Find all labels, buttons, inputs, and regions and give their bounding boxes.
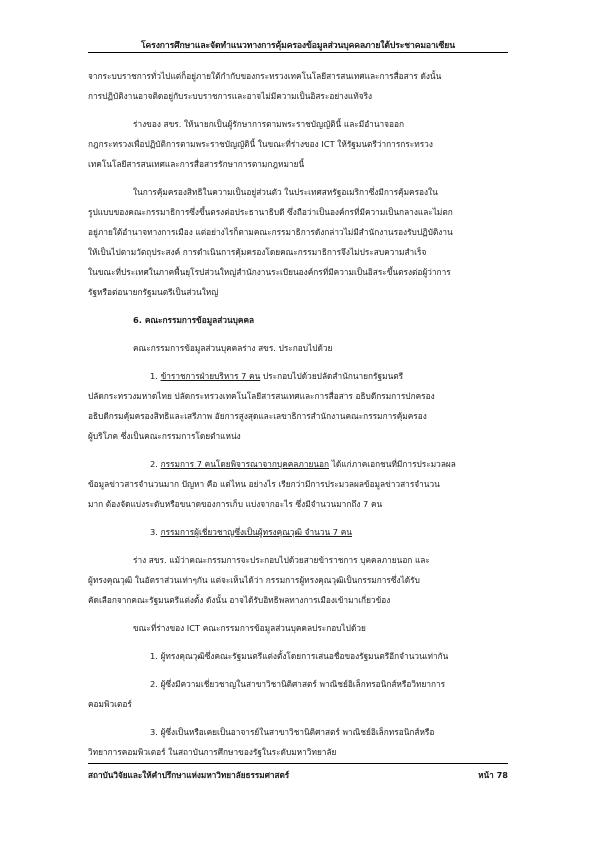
paragraph-6 xyxy=(88,454,508,514)
text-line: คัดเลือกจากคณะรัฐมนตรีแต่งตั้ง ดังนั้น อาจได้รับอิทธิพลทางการเมืองเข้ามาเกี่ยวข้อง xyxy=(88,595,391,605)
text-line: 3. ผู้ซึ่งเป็นหรือเคยเป็นอาจารย์ในสาขาวิชานิติศาสตร์ พาณิชย์อิเล็กทรอนิกส์หรือ xyxy=(150,727,435,737)
paragraph-9 xyxy=(88,618,508,638)
text-line: เทคโนโลยีสารสนเทศและการสื่อสารรักษาการตามกฎหมายนี้ xyxy=(88,159,305,169)
text-line: กฎกระทรวงเพื่อปฏิบัติการตามพระราชบัญญัตินี้ ในขณะที่ร่างของ ICT ให้รัฐมนตรีว่าการกระทรวง xyxy=(88,139,433,149)
text-line xyxy=(88,522,508,542)
section-heading xyxy=(88,310,508,330)
text-line xyxy=(88,366,508,386)
text-line: ผู้ทรงคุณวุฒิ ในอัตราส่วนเท่าๆกัน แต่จะเห็นได้ว่า กรรมการผู้ทรงคุณวุฒิเป็นกรรมการซึ่งได้รับ xyxy=(88,575,420,585)
text-line: รูปแบบของคณะกรรมาธิการซึ่งขึ้นตรงต่อประธานาธิบดี ซึ่งถือว่าเป็นองค์กรที่มีความเป็นกลางและไม่ตก xyxy=(88,207,453,217)
text-line: ปลัดกระทรวงมหาดไทย ปลัดกระทรวงเทคโนโลยีสารสนเทศและการสื่อสาร อธิบดีกรมการปกครอง xyxy=(88,391,435,401)
paragraph-7 xyxy=(88,522,508,542)
paragraph-8 xyxy=(88,550,508,610)
paragraph-3 xyxy=(88,182,508,302)
text-line: วิทยาการคอมพิวเตอร์ ในสถาบันการศึกษาของรัฐในระดับมหาวิทยาลัย xyxy=(88,747,337,757)
paragraph-12 xyxy=(88,722,508,762)
text-run: ประกอบไปด้วยปลัดสำนักนายกรัฐมนตรี xyxy=(260,371,404,381)
underlined-term: ข้าราชการฝ่ายบริหาร 7 คน xyxy=(160,371,261,381)
text-line: ร่าง สขร. แม้ว่าคณะกรรมการจะประกอบไปด้วยสายข้าราชการ บุคคลภายนอก และ xyxy=(133,555,430,565)
heading-text: 6. คณะกรรมการข้อมูลส่วนบุคคล xyxy=(133,315,255,325)
text-line xyxy=(88,454,508,474)
paragraph-2 xyxy=(88,114,508,174)
underlined-term: กรรมการผู้เชี่ยวชาญซึ่งเป็นผู้ทรงคุณวุฒิ จำนวน 7 คน xyxy=(160,527,352,537)
document-body xyxy=(88,66,508,762)
running-header: โครงการศึกษาและจัดทำแนวทางการคุ้มครองข้อมูลส่วนบุคคลภายใต้ประชาคมอาเซียน xyxy=(141,41,455,51)
text-line: อธิบดีกรมคุ้มครองสิทธิและเสรีภาพ อัยการสูงสุดและเลขาธิการสำนักงานคณะกรรมการคุ้มครอง xyxy=(88,411,427,421)
underlined-term: กรรมการ 7 คนโดยพิจารณาจากบุคคลภายนอก xyxy=(160,459,330,469)
text-line: ให้เป็นไปตามวัตถุประสงค์ การดำเนินการคุ้มครองโดยคณะกรรมาธิการจึงไม่ประสบความสำเร็จ xyxy=(88,247,427,257)
paragraph-11 xyxy=(88,674,508,714)
header-rule xyxy=(88,52,508,53)
paragraph-5 xyxy=(88,366,508,446)
text-line: 1. ผู้ทรงคุณวุฒิซึ่งคณะรัฐมนตรีแต่งตั้งโดยการเสนอชื่อของรัฐมนตรีอีกจำนวนเท่ากัน xyxy=(150,651,449,661)
footer-rule xyxy=(88,763,508,764)
text-line: ในการคุ้มครองสิทธิในความเป็นอยู่ส่วนตัว ในประเทศสหรัฐอเมริกาซึ่งมีการคุ้มครองใน xyxy=(133,187,438,197)
text-line: 2. ผู้ซึ่งมีความเชี่ยวชาญในสาขาวิชานิติศาสตร์ พาณิชย์อิเล็กทรอนิกส์หรือวิทยาการ xyxy=(150,679,446,689)
item-number: 2. xyxy=(150,459,161,469)
text-line: ขณะที่ร่างของ ICT คณะกรรมการข้อมูลส่วนบุคคลประกอบไปด้วย xyxy=(133,623,366,633)
item-number: 3. xyxy=(150,527,161,537)
text-line: ร่างของ สขร. ให้นายกเป็นผู้รักษาการตามพระราชบัญญัตินี้ และมีอำนาจออก xyxy=(133,119,405,129)
paragraph-4 xyxy=(88,338,508,358)
text-line: คณะกรรมการข้อมูลส่วนบุคคลร่าง สขร. ประกอบไปด้วย xyxy=(133,343,333,353)
paragraph-1 xyxy=(88,66,508,106)
text-line: รัฐหรือต่อนายกรัฐมนตรีเป็นส่วนใหญ่ xyxy=(88,287,219,297)
item-number: 1. xyxy=(150,371,161,381)
page-number: หน้า 78 xyxy=(478,770,508,780)
text-run: ได้แก่ภาคเอกชนที่มีการประมวลผล xyxy=(329,459,456,469)
text-line: ผู้บริโภค ซึ่งเป็นคณะกรรมการโดยตำแหน่ง xyxy=(88,431,241,441)
text-line: การปฏิบัติงานอาจติดอยู่กับระบบราชการและอาจไม่มีความเป็นอิสระอย่างแท้จริง xyxy=(88,91,373,101)
footer-institute: สถาบันวิจัยและให้คำปรึกษาแห่งมหาวิทยาลัยธรรมศาสตร์ xyxy=(88,770,290,780)
text-line: ในขณะที่ประเทศในภาคพื้นยุโรปส่วนใหญ่สำนักงานระเบียนองค์กรที่มีความเป็นอิสระขึ้นตรงต่อผู้ว่าการ xyxy=(88,267,451,277)
text-line: ข้อมูลข่าวสารจำนวนมาก ปัญหา คือ แต่ไหน อย่างไร เรียกว่ามีการประมวลผลข้อมูลข่าวสารจำนวน xyxy=(88,479,440,489)
text-line: มาก ต้องจัดแบ่งระดับหรือขนาดของการเก็บ แบ่งจากอะไร ซึ่งมีจำนวนมากถึง 7 คน xyxy=(88,499,383,509)
paragraph-10 xyxy=(88,646,508,666)
text-line: อยู่ภายใต้อำนาจทางการเมือง แต่อย่างไรก็ตามคณะกรรมาธิการดังกล่าวไม่มีสำนักงานรองรับปฏิบัติงาน xyxy=(88,227,453,237)
text-line: คอมพิวเตอร์ xyxy=(88,699,132,709)
text-line: จากระบบราชการทั่วไปแต่ก็อยู่ภายใต้กำกับของกระทรวงเทคโนโลยีสารสนเทศและการสื่อสาร ดังนั้น xyxy=(88,71,442,81)
